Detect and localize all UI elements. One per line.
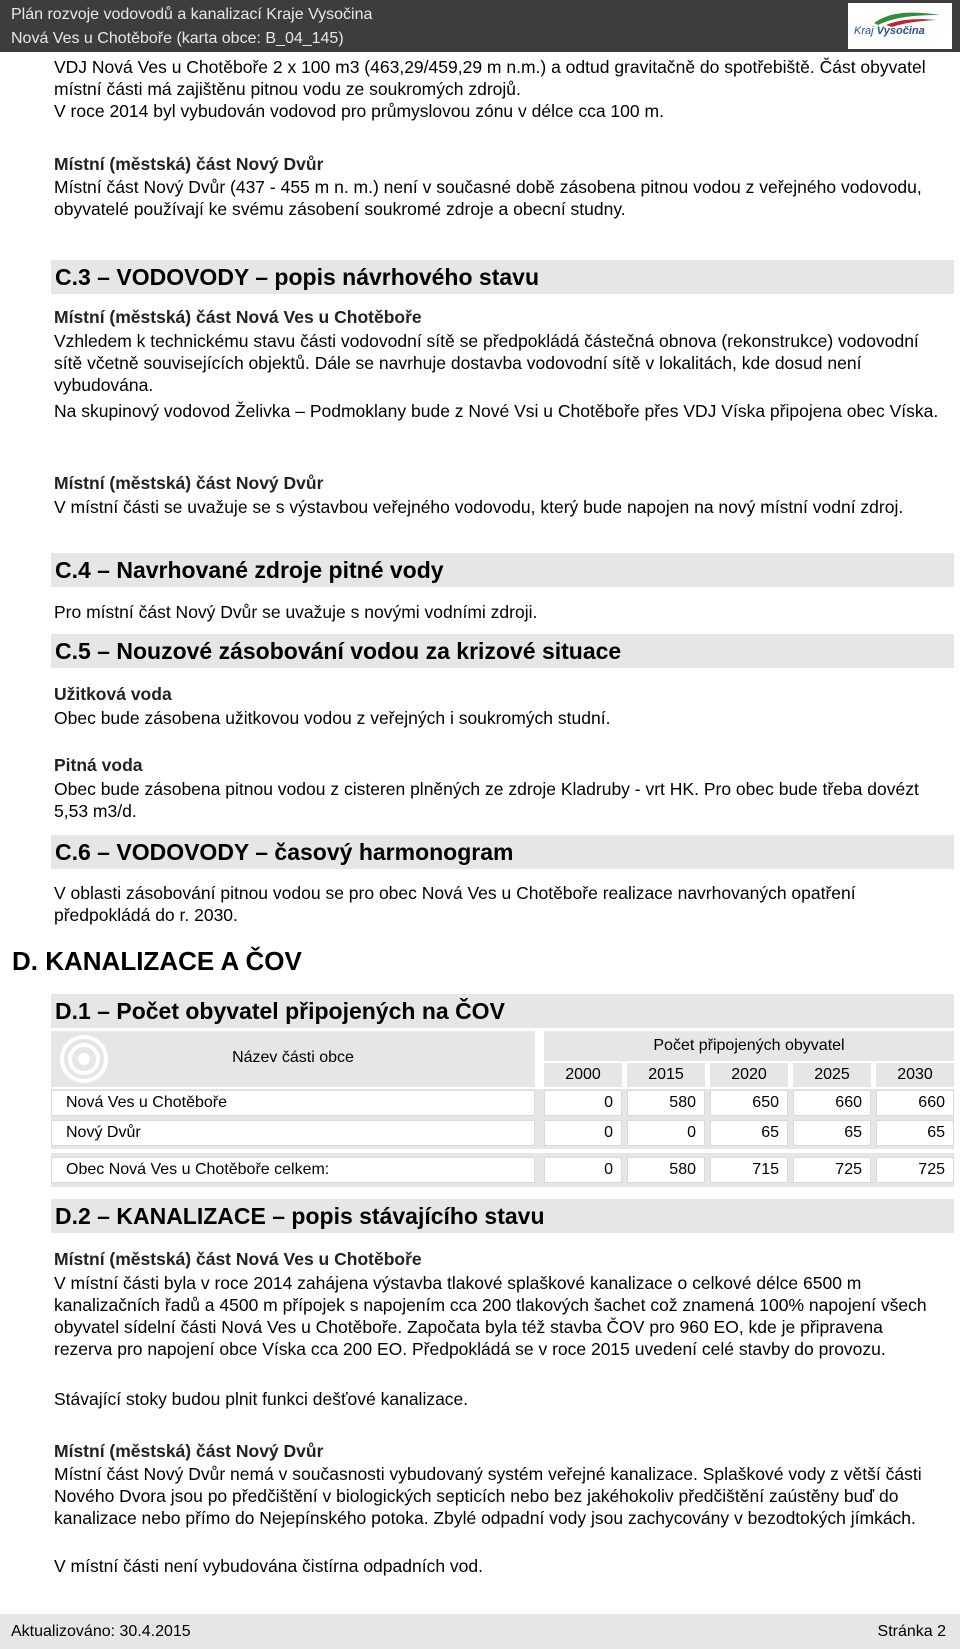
page-header xyxy=(0,0,960,52)
table-row xyxy=(51,1120,954,1146)
table-cell-name: Nová Ves u Chotěboře xyxy=(51,1090,535,1116)
table-cell-value: 580 xyxy=(627,1090,705,1116)
c5-paragraph-2: Obec bude zásobena pitnou vodou z cisteren plněných ze zdroje Kladruby - vrt HK. Pro obec bude třeba dovézt 5,53 m3/d. xyxy=(54,779,919,821)
table-total-value: 580 xyxy=(627,1157,705,1183)
d2-paragraph-3: Místní část Nový Dvůr nemá v současnosti vybudovaný systém veřejné kanalizace. Splaškové vody z větší části Nového Dvora jsou po předčištění v biologických septicích nebo bez jakéhokoliv předčištění zaústěny buď do kanalizace nebo přímo do Nejepínského potoka. Zbylé odpadní vody jsou zachycovány v bezodtokých jímkách. xyxy=(54,1464,922,1528)
table-cell-value: 0 xyxy=(544,1120,622,1146)
intro-paragraph-1: VDJ Nová Ves u Chotěboře 2 x 100 m3 (463,29/459,29 m n.m.) a odtud gravitačně do spotřebiště. Část obyvatel místní části má zajištěnu pitnou vodu ze soukromých zdrojů. xyxy=(54,57,926,99)
c3-subheading-novy-dvur: Místní (městská) část Nový Dvůr xyxy=(54,473,324,493)
table-cell-value: 65 xyxy=(710,1120,788,1146)
c5-subheading-uzitkova-voda: Užitková voda xyxy=(54,684,172,704)
table-total-value: 725 xyxy=(876,1157,954,1183)
chapter-d-heading: D. KANALIZACE A ČOV xyxy=(12,946,302,976)
c5-subheading-pitna-voda: Pitná voda xyxy=(54,755,143,775)
table-cell-value: 65 xyxy=(876,1120,954,1146)
section-c5-heading: C.5 – Nouzové zásobování vodou za krizové situace xyxy=(51,634,954,668)
c6-paragraph-1: V oblasti zásobování pitnou vodou se pro obec Nová Ves u Chotěboře realizace navrhovaných opatření předpokládá do r. 2030. xyxy=(54,883,856,925)
footer-page-number: Stránka 2 xyxy=(877,1623,946,1640)
table-cell-value: 0 xyxy=(544,1090,622,1116)
table-total-name: Obec Nová Ves u Chotěboře celkem: xyxy=(51,1157,535,1183)
intro-paragraph-2: V roce 2014 byl vybudován vodovod pro průmyslovou zónu v délce cca 100 m. xyxy=(54,101,664,121)
table-cell-value: 660 xyxy=(793,1090,871,1116)
section-d2-heading: D.2 – KANALIZACE – popis stávajícího stavu xyxy=(51,1199,954,1233)
table-header-name xyxy=(51,1031,535,1087)
section-c4-heading: C.4 – Navrhované zdroje pitné vody xyxy=(51,553,954,587)
logo-text-vysocina: Vysočina xyxy=(876,25,925,37)
table-total-value: 725 xyxy=(793,1157,871,1183)
footer-updated: Aktualizováno: 30.4.2015 xyxy=(11,1623,191,1640)
d2-paragraph-1: V místní části byla v roce 2014 zahájena výstavba tlakové splaškové kanalizace o celkové délce 6500 m kanalizačních řadů a 4500 m přípojek s napojením cca 200 tlakových šachet což znamená 100% napojení všech obyvatel sídelní části Nová Ves u Chotěboře. Započata byla též stavba ČOV pro 960 EO, kde je připravena rezerva pro napojení obce Víska cca 200 EO. Předpokládá se v roce 2015 uvedení celé stavby do provozu. xyxy=(54,1273,927,1359)
page-footer xyxy=(0,1614,960,1649)
header-subtitle: Nová Ves u Chotěboře (karta obce: B_04_145) xyxy=(11,30,344,47)
table-total-row xyxy=(51,1157,954,1183)
intro-subheading-novy-dvur: Místní (městská) část Nový Dvůr xyxy=(54,154,324,174)
table-year-header: 2015 xyxy=(627,1063,705,1087)
table-year-header: 2000 xyxy=(544,1063,622,1087)
table-cell-value: 650 xyxy=(710,1090,788,1116)
intro-paragraph-3: Místní část Nový Dvůr (437 - 455 m n. m.) není v současné době zásobena pitnou vodou z veřejného vodovodu, obyvatelé používají ke svému zásobení soukromé zdroje a obecní studny. xyxy=(54,177,922,219)
header-title: Plán rozvoje vodovodů a kanalizací Kraje Vysočina xyxy=(11,6,373,23)
d2-paragraph-2: Stávající stoky budou plnit funkci dešťové kanalizace. xyxy=(54,1389,469,1409)
table-total-value: 715 xyxy=(710,1157,788,1183)
table-row xyxy=(51,1090,954,1116)
c3-paragraph-2: Na skupinový vodovod Želivka – Podmoklany bude z Nové Vsi u Chotěboře přes VDJ Víska připojena obec Víska. xyxy=(54,401,939,421)
table-cell-value: 660 xyxy=(876,1090,954,1116)
table-cell-value: 0 xyxy=(627,1120,705,1146)
d2-paragraph-4: V místní části není vybudována čistírna odpadních vod. xyxy=(54,1556,483,1576)
section-d1-heading: D.1 – Počet obyvatel připojených na ČOV xyxy=(51,994,954,1028)
table-year-header: 2030 xyxy=(876,1063,954,1087)
table-cell-value: 65 xyxy=(793,1120,871,1146)
table-cell-name: Nový Dvůr xyxy=(51,1120,535,1146)
table-year-header: 2020 xyxy=(710,1063,788,1087)
table-total-value: 0 xyxy=(544,1157,622,1183)
section-c3-heading: C.3 – VODOVODY – popis návrhového stavu xyxy=(51,260,954,294)
c3-paragraph-1: Vzhledem k technickému stavu části vodovodní sítě se předpokládá částečná obnova (rekonstrukce) vodovodní sítě včetně souvisejících objektů. Dále se navrhuje dostavba vodovodní sítě v lokalitách, kde dosud není vybudována. xyxy=(54,331,919,395)
d2-subheading-novy-dvur: Místní (městská) část Nový Dvůr xyxy=(54,1441,324,1461)
c5-paragraph-1: Obec bude zásobena užitkovou vodou z veřejných i soukromých studní. xyxy=(54,708,611,728)
section-c6-heading: C.6 – VODOVODY – časový harmonogram xyxy=(51,835,954,869)
logo-text-kraj: Kraj xyxy=(854,25,874,37)
d2-subheading-nova-ves: Místní (městská) část Nová Ves u Chotěboře xyxy=(54,1249,422,1269)
table-header-name-label: Název části obce xyxy=(232,1049,354,1066)
c3-paragraph-3: V místní části se uvažuje se s výstavbou veřejného vodovodu, který bude napojen na nový místní vodní zdroj. xyxy=(54,497,904,517)
c3-subheading-nova-ves: Místní (městská) část Nová Ves u Chotěboře xyxy=(54,307,422,327)
table-header-group: Počet připojených obyvatel xyxy=(544,1031,954,1061)
kraj-vysocina-logo xyxy=(848,3,952,49)
table-year-header: 2025 xyxy=(793,1063,871,1087)
c4-paragraph-1: Pro místní část Nový Dvůr se uvažuje s novými vodními zdroji. xyxy=(54,602,538,622)
